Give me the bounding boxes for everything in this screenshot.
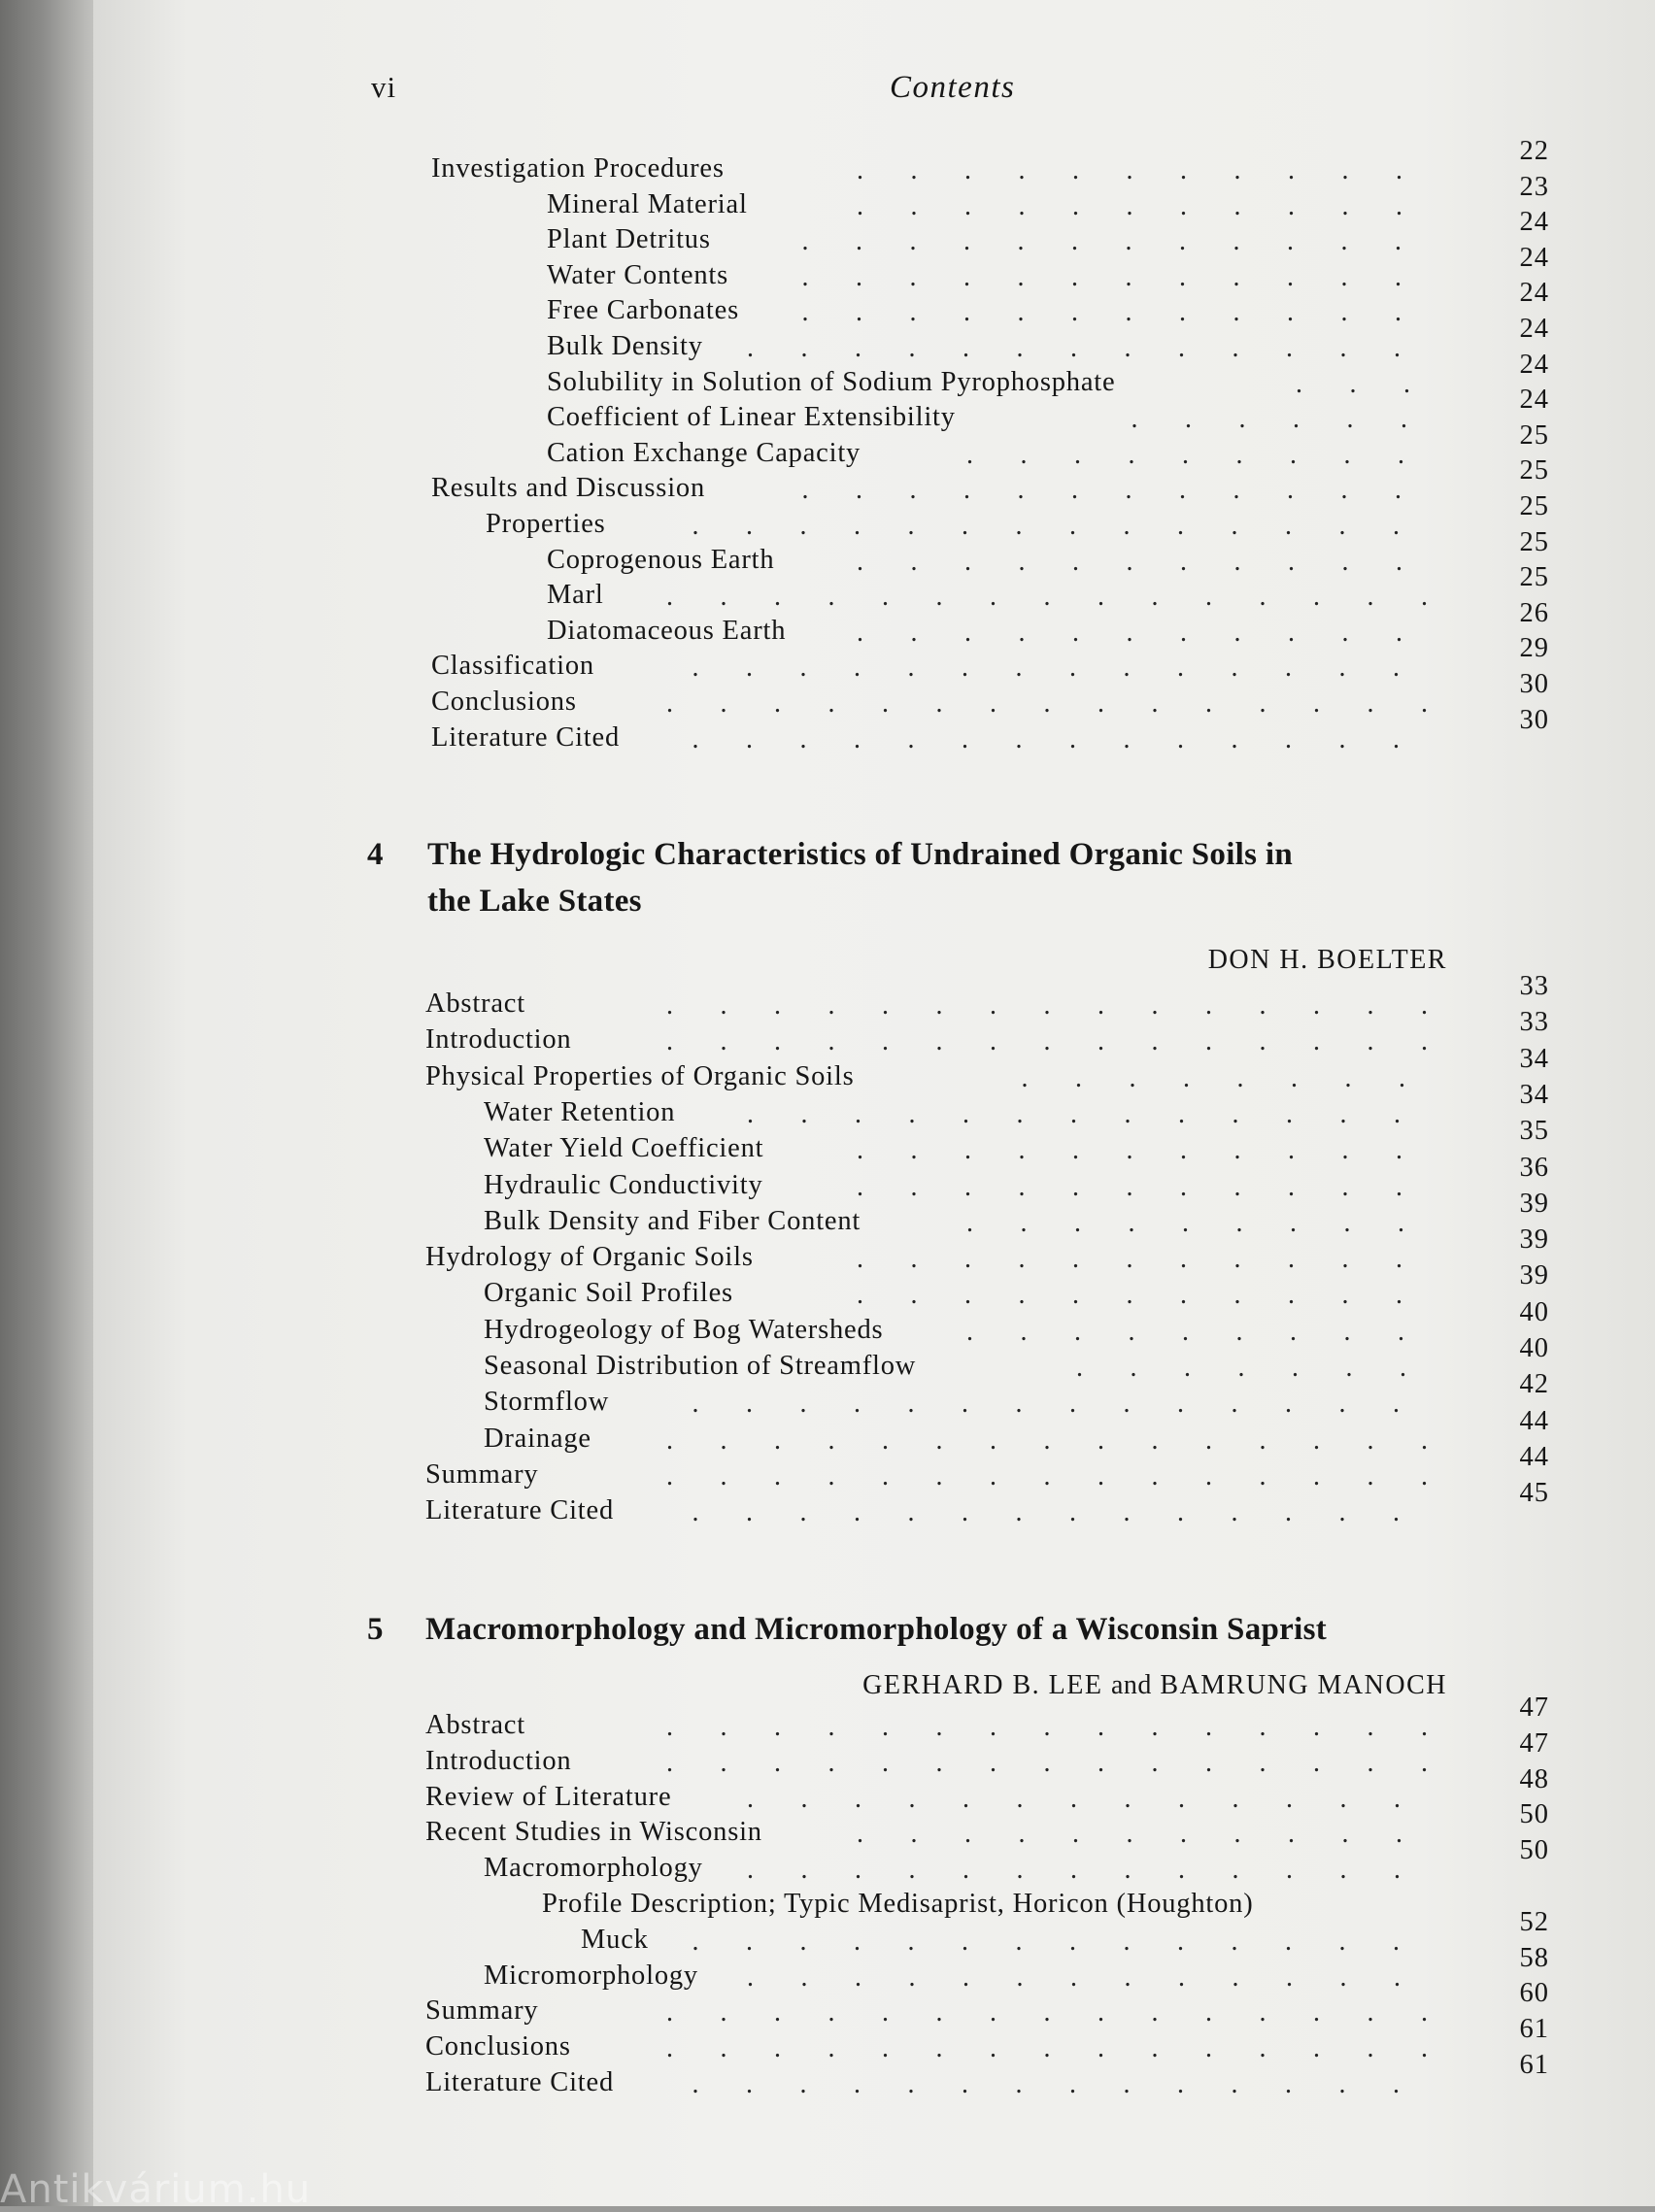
toc-leader-dots: ..............	[692, 511, 1447, 541]
toc-leader-dots: ............	[801, 297, 1449, 328]
toc-entry-page: 61	[1519, 2050, 1549, 2080]
chapter-4-title	[427, 831, 1293, 924]
toc-entry	[93, 1405, 1655, 1458]
toc-leader-dots: ............	[801, 226, 1449, 257]
toc-entry	[93, 1369, 1655, 1422]
toc-entry-page: 24	[1519, 385, 1549, 416]
toc-leader-dots: ............	[801, 475, 1449, 506]
toc-entry-label: Recent Studies in Wisconsin	[425, 1817, 762, 1848]
toc-entry-page: 48	[1519, 1763, 1549, 1794]
toc-entry-page: 24	[1519, 207, 1549, 238]
toc-entry-label: Investigation Procedures	[431, 153, 725, 184]
toc-entry	[93, 1693, 1655, 1745]
toc-entry-label: Water Contents	[547, 259, 728, 290]
toc-entry	[93, 2014, 1655, 2066]
toc-leader-dots: ...............	[666, 1424, 1475, 1456]
toc-leader-dots: ..............	[692, 653, 1447, 684]
toc-leader-dots: ...............	[666, 2033, 1475, 2064]
toc-entry	[93, 136, 1655, 188]
toc-entry	[93, 971, 1655, 1023]
toc-leader-dots: ...........	[857, 1171, 1450, 1202]
toc-entry	[93, 1978, 1655, 2030]
toc-entry-label: Hydrology of Organic Soils	[425, 1242, 754, 1273]
toc-entry-page: 34	[1519, 1043, 1549, 1074]
toc-entry-page: 34	[1519, 1079, 1549, 1110]
toc-leader-dots: ..............	[692, 2069, 1447, 2099]
toc-entry	[93, 1260, 1655, 1313]
toc-leader-dots: .......	[1076, 1353, 1454, 1383]
toc-entry-label: Literature Cited	[431, 721, 621, 753]
toc-entry-label: Results and Discussion	[431, 473, 706, 504]
toc-entry	[93, 1942, 1655, 1995]
toc-entry	[93, 207, 1655, 259]
toc-leader-dots: ...............	[666, 1712, 1475, 1742]
toc-entry-page: 60	[1519, 1978, 1549, 2009]
chapter-5-title: Macromorphology and Micromorphology of a Wisconsin Saprist	[425, 1612, 1328, 1647]
toc-entry-page: 25	[1519, 526, 1549, 557]
toc-entry	[93, 704, 1655, 757]
toc-leader-dots: ...............	[666, 1997, 1475, 2028]
toc-leader-dots: ...........	[857, 1135, 1450, 1166]
toc-entry-page: 23	[1519, 171, 1549, 202]
toc-leader-dots: ...........	[857, 155, 1450, 185]
toc-entry-label: Bulk Density and Fiber Content	[484, 1205, 861, 1236]
toc-entry-page: 33	[1519, 1007, 1549, 1038]
toc-entry-label: Coprogenous Earth	[547, 544, 775, 575]
toc-leader-dots: .........	[966, 1207, 1452, 1238]
toc-entry-label: Properties	[486, 509, 606, 539]
toc-entry-page: 39	[1519, 1188, 1549, 1219]
toc-entry-page: 40	[1519, 1296, 1549, 1327]
toc-entry	[93, 633, 1655, 686]
toc-leader-dots: ...........	[857, 1819, 1450, 1850]
toc-entry-page: 30	[1519, 669, 1549, 699]
toc-entry-page: 26	[1519, 597, 1549, 628]
toc-entry-label: Organic Soil Profiles	[484, 1278, 733, 1309]
toc-leader-dots: .............	[747, 1783, 1448, 1814]
toc-leader-dots: ...........	[857, 617, 1450, 648]
toc-entry-label: Solubility in Solution of Sodium Pyrophosphate	[547, 366, 1116, 397]
toc-entry-label: Mineral Material	[547, 188, 748, 219]
toc-entry	[93, 669, 1655, 721]
toc-entry-label: Diatomaceous Earth	[547, 615, 787, 646]
toc-entry	[93, 1152, 1655, 1205]
chapter-5-author-2: BAMRUNG MANOCH	[1160, 1670, 1447, 1700]
toc-entry-label: Literature Cited	[425, 2067, 615, 2097]
toc-entry-page: 30	[1519, 704, 1549, 735]
toc-leader-dots: ..............	[692, 1926, 1447, 1957]
toc-entry-page: 39	[1519, 1260, 1549, 1291]
toc-leader-dots: ...........	[857, 190, 1450, 221]
toc-leader-dots: ...............	[666, 688, 1475, 719]
toc-entry-page: 25	[1519, 455, 1549, 486]
running-title: Contents	[890, 70, 1016, 105]
toc-leader-dots: ...........	[857, 1280, 1450, 1311]
toc-leader-dots: ........	[1021, 1062, 1453, 1093]
toc-entry-label: Water Retention	[484, 1096, 676, 1127]
toc-entry-page: 47	[1519, 1727, 1549, 1759]
toc-leader-dots: .............	[747, 333, 1448, 363]
toc-entry	[93, 1333, 1655, 1386]
toc-entry-page: 40	[1519, 1333, 1549, 1363]
toc-leader-dots: ...............	[666, 1460, 1475, 1491]
toc-entry-label: Micromorphology	[484, 1960, 698, 1991]
toc-entry	[93, 597, 1655, 651]
toc-entry-page: 44	[1519, 1405, 1549, 1436]
toc-entry-label: Conclusions	[431, 687, 577, 717]
toc-leader-dots: ...........	[857, 1244, 1450, 1275]
toc-entry-label: Literature Cited	[425, 1495, 615, 1526]
chapter-5-authors	[862, 1670, 1447, 1701]
toc-entry-page: 47	[1519, 1693, 1549, 1723]
toc-entry	[93, 1727, 1655, 1781]
toc-entry-page: 24	[1519, 349, 1549, 380]
toc-entry	[93, 1889, 1655, 1924]
toc-entry-label: Profile Description; Typic Medisaprist, Horicon (Houghton)	[542, 1889, 1254, 1919]
toc-leader-dots: ...............	[666, 990, 1475, 1021]
toc-entry	[93, 419, 1655, 473]
toc-leader-dots: .............	[747, 1098, 1448, 1129]
toc-entry-page: 44	[1519, 1441, 1549, 1472]
toc-entry-page: 29	[1519, 633, 1549, 664]
toc-leader-dots: ..............	[692, 723, 1447, 754]
toc-entry-label: Plant Detritus	[547, 224, 711, 255]
toc-entry-page: 24	[1519, 314, 1549, 344]
toc-entry-label: Conclusions	[425, 2031, 571, 2062]
toc-entry	[93, 1296, 1655, 1350]
toc-entry-label: Stormflow	[484, 1387, 610, 1418]
toc-leader-dots: ...............	[666, 1026, 1475, 1057]
page-header	[93, 70, 1655, 109]
toc-entry-label: Abstract	[425, 989, 525, 1019]
toc-leader-dots: .........	[966, 439, 1452, 470]
toc-entry-page: 25	[1519, 562, 1549, 593]
toc-entry-page: 58	[1519, 1942, 1549, 1973]
toc-entry	[93, 491, 1655, 544]
watermark-text: Antikvárium.hu	[0, 2167, 312, 2212]
toc-entry-label: Macromorphology	[484, 1853, 703, 1884]
toc-entry	[93, 1835, 1655, 1888]
toc-leader-dots: ...	[1296, 368, 1458, 399]
page-number: vi	[371, 70, 397, 104]
toc-entry-page: 50	[1519, 1799, 1549, 1830]
toc-entry	[93, 1478, 1655, 1530]
toc-leader-dots: ...............	[666, 1747, 1475, 1778]
toc-entry-label: Hydrogeology of Bog Watersheds	[484, 1314, 884, 1345]
toc-entry	[93, 171, 1655, 224]
chapter-5-number: 5	[367, 1612, 384, 1647]
toc-entry	[93, 314, 1655, 366]
toc-entry-page: 25	[1519, 491, 1549, 521]
contents-page	[93, 0, 1655, 2206]
toc-entry-page: 61	[1519, 2014, 1549, 2045]
toc-leader-dots: ...............	[666, 582, 1475, 613]
toc-entry	[93, 1224, 1655, 1277]
toc-entry-label: Summary	[425, 1995, 539, 2027]
toc-entry	[93, 1116, 1655, 1168]
toc-entry-page: 45	[1519, 1478, 1549, 1509]
toc-entry	[93, 455, 1655, 508]
toc-entry-label: Introduction	[425, 1024, 572, 1056]
toc-entry-label: Water Yield Coefficient	[484, 1133, 764, 1164]
toc-entry	[93, 1441, 1655, 1494]
chapter-4-title-line-2: the Lake States	[427, 884, 642, 919]
toc-leader-dots: .........	[966, 1316, 1452, 1347]
toc-entry	[93, 526, 1655, 580]
toc-entry-label: Introduction	[425, 1745, 572, 1776]
toc-entry-label: Marl	[547, 580, 604, 611]
toc-entry-label: Seasonal Distribution of Streamflow	[484, 1351, 917, 1381]
toc-entry-page: 22	[1519, 136, 1549, 166]
toc-entry	[93, 1763, 1655, 1817]
toc-entry-label: Abstract	[425, 1710, 525, 1740]
book-binding-gutter	[0, 0, 107, 2206]
toc-entry	[93, 2050, 1655, 2102]
toc-entry	[93, 1799, 1655, 1852]
toc-entry-label: Drainage	[484, 1423, 591, 1454]
toc-entry-label: Cation Exchange Capacity	[547, 437, 861, 468]
toc-entry	[93, 242, 1655, 295]
toc-entry	[93, 562, 1655, 615]
toc-leader-dots: ..............	[692, 1497, 1447, 1528]
toc-entry	[93, 1007, 1655, 1059]
toc-leader-dots: .............	[747, 1961, 1448, 1993]
toc-entry-page: 33	[1519, 971, 1549, 1001]
chapter-5-author-1: GERHARD B. LEE	[862, 1670, 1103, 1700]
chapter-4-title-line-1: The Hydrologic Characteristics of Undrained Organic Soils in	[427, 837, 1293, 872]
toc-entry	[93, 385, 1655, 437]
toc-entry-page: 24	[1519, 278, 1549, 309]
toc-leader-dots: ............	[801, 261, 1449, 292]
toc-entry	[93, 1043, 1655, 1096]
toc-leader-dots: ...........	[857, 546, 1450, 577]
toc-entry	[93, 278, 1655, 330]
toc-leader-dots: ..............	[692, 1389, 1447, 1420]
toc-entry	[93, 1188, 1655, 1241]
toc-entry	[93, 349, 1655, 402]
toc-entry-label: Muck	[581, 1924, 649, 1955]
toc-entry-page: 36	[1519, 1152, 1549, 1183]
toc-entry	[93, 1906, 1655, 1960]
toc-entry-label: Classification	[431, 651, 594, 682]
chapter-4-number: 4	[367, 837, 384, 872]
toc-entry-page: 35	[1519, 1116, 1549, 1147]
toc-leader-dots: .............	[747, 1855, 1448, 1886]
toc-entry-page: 52	[1519, 1906, 1549, 1937]
toc-entry-page: 25	[1519, 419, 1549, 451]
toc-entry-page: 50	[1519, 1835, 1549, 1866]
toc-entry-label: Summary	[425, 1458, 539, 1490]
toc-entry-page: 24	[1519, 242, 1549, 273]
chapter-5-author-and: and	[1110, 1670, 1152, 1700]
toc-entry-label: Free Carbonates	[547, 295, 739, 326]
toc-entry-label: Coefficient of Linear Extensibility	[547, 402, 956, 433]
toc-entry	[93, 1079, 1655, 1132]
toc-entry-label: Review of Literature	[425, 1781, 672, 1812]
toc-entry-page: 42	[1519, 1369, 1549, 1400]
toc-entry-label: Hydraulic Conductivity	[484, 1169, 763, 1200]
toc-leader-dots: ......	[1131, 404, 1455, 435]
toc-entry-label: Physical Properties of Organic Soils	[425, 1060, 855, 1091]
chapter-4-author: DON H. BOELTER	[1207, 945, 1447, 975]
toc-entry-label: Bulk Density	[547, 331, 703, 361]
toc-entry-page: 39	[1519, 1224, 1549, 1256]
